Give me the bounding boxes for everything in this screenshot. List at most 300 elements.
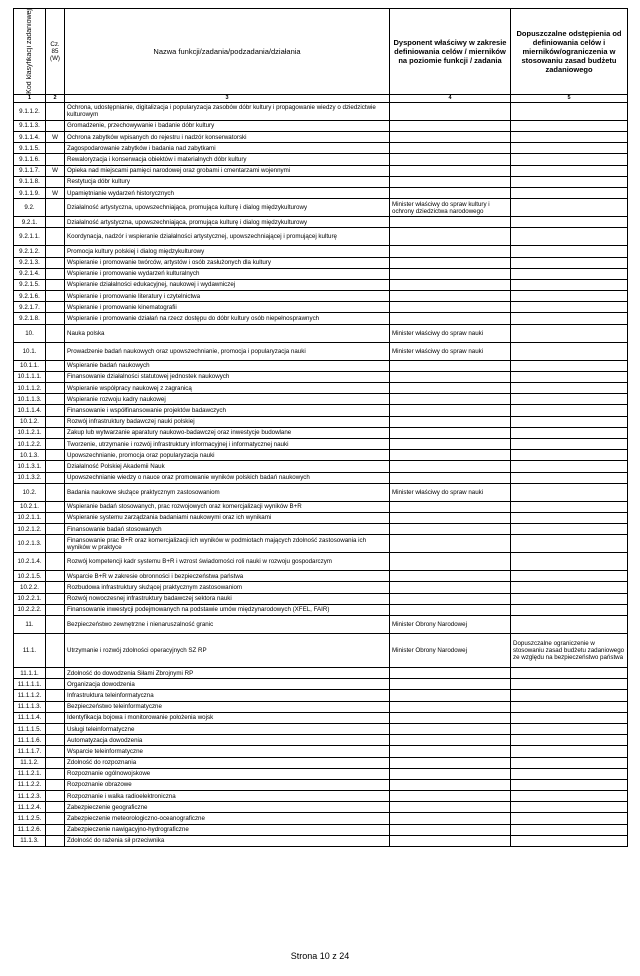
table-row xyxy=(14,571,628,582)
cell-dysponent xyxy=(390,394,511,405)
cell-dysponent xyxy=(390,438,511,449)
cell-name: Identyfikacja bojowa i monitorowanie położenia wojsk xyxy=(65,712,390,723)
column-number: 5 xyxy=(511,94,628,102)
cell-part xyxy=(46,701,65,712)
cell-name: Organizacja dowodzenia xyxy=(65,679,390,690)
cell-name: Ochrona zabytków wpisanych do rejestru i nadzór konserwatorski xyxy=(65,132,390,143)
table-row xyxy=(14,165,628,176)
cell-dysponent xyxy=(390,217,511,228)
cell-code: 9.2.1.5. xyxy=(14,279,46,290)
cell-dysponent xyxy=(390,383,511,394)
cell-part xyxy=(46,217,65,228)
cell-name: Wspieranie i promowanie kinematografii xyxy=(65,302,390,313)
cell-code: 9.1.1.7. xyxy=(14,165,46,176)
cell-deviations xyxy=(511,835,628,846)
cell-name: Wspieranie systemu zarządzania badaniami naukowymi oraz ich wynikami xyxy=(65,512,390,523)
cell-deviations xyxy=(511,616,628,634)
cell-part xyxy=(46,342,65,360)
cell-deviations xyxy=(511,383,628,394)
cell-code: 11.1.1.2. xyxy=(14,690,46,701)
cell-name: Usługi teleinformatyczne xyxy=(65,723,390,734)
cell-code: 11. xyxy=(14,616,46,634)
cell-deviations xyxy=(511,313,628,324)
cell-code: 11.1.2.4. xyxy=(14,802,46,813)
cell-part xyxy=(46,553,65,571)
cell-name: Wspieranie badań naukowych xyxy=(65,360,390,371)
cell-dysponent xyxy=(390,268,511,279)
cell-part: W xyxy=(46,187,65,198)
table-row xyxy=(14,143,628,154)
cell-dysponent xyxy=(390,679,511,690)
table-row xyxy=(14,483,628,501)
cell-dysponent xyxy=(390,757,511,768)
cell-deviations xyxy=(511,604,628,615)
cell-code: 9.1.1.6. xyxy=(14,154,46,165)
cell-deviations xyxy=(511,394,628,405)
cell-name: Wspieranie i promowanie twórców, artystów i osób zasłużonych dla kultury xyxy=(65,257,390,268)
cell-dysponent xyxy=(390,535,511,553)
cell-name: Rozpoznanie ogólnowojskowe xyxy=(65,768,390,779)
cell-part xyxy=(46,593,65,604)
cell-deviations xyxy=(511,228,628,246)
cell-part xyxy=(46,324,65,342)
cell-name: Koordynacja, nadzór i wspieranie działalności artystycznej, upowszechniającej i promującej kulturę xyxy=(65,228,390,246)
cell-code: 10.1.2.1. xyxy=(14,427,46,438)
cell-deviations xyxy=(511,217,628,228)
table-row xyxy=(14,416,628,427)
cell-name: Zagospodarowanie zabytków i badania nad zabytkami xyxy=(65,143,390,154)
cell-name: Upowszechnianie wiedzy o nauce oraz promowanie wyników polskich badań naukowych xyxy=(65,472,390,483)
cell-name: Rozwój kompetencji kadr systemu B+R i wzrost świadomości roli nauki w rozwoju gospodarczym xyxy=(65,553,390,571)
cell-code: 10.1.2.2. xyxy=(14,438,46,449)
cell-dysponent xyxy=(390,461,511,472)
cell-code: 10.1.1. xyxy=(14,360,46,371)
cell-code: 11.1.2.5. xyxy=(14,813,46,824)
table-row xyxy=(14,701,628,712)
cell-part xyxy=(46,746,65,757)
cell-deviations xyxy=(511,746,628,757)
cell-part xyxy=(46,461,65,472)
cell-deviations xyxy=(511,571,628,582)
cell-dysponent: Minister właściwy do spraw nauki xyxy=(390,342,511,360)
cell-part xyxy=(46,313,65,324)
cell-code: 11.1.1.6. xyxy=(14,735,46,746)
cell-dysponent xyxy=(390,102,511,120)
table-row xyxy=(14,524,628,535)
cell-dysponent xyxy=(390,165,511,176)
cell-part xyxy=(46,791,65,802)
cell-code: 11.1.1. xyxy=(14,668,46,679)
cell-part xyxy=(46,246,65,257)
cell-deviations xyxy=(511,302,628,313)
cell-name: Finansowanie i współfinansowanie projektów badawczych xyxy=(65,405,390,416)
cell-code: 9.1.1.3. xyxy=(14,120,46,131)
table-row xyxy=(14,679,628,690)
cell-deviations xyxy=(511,802,628,813)
cell-code: 11.1.1.5. xyxy=(14,723,46,734)
cell-code: 10.2.1.3. xyxy=(14,535,46,553)
table-row xyxy=(14,593,628,604)
cell-part xyxy=(46,524,65,535)
cell-deviations xyxy=(511,690,628,701)
cell-part xyxy=(46,228,65,246)
cell-part xyxy=(46,802,65,813)
cell-name: Zabezpieczenie nawigacyjno-hydrograficzne xyxy=(65,824,390,835)
cell-part: W xyxy=(46,165,65,176)
cell-part xyxy=(46,257,65,268)
cell-part xyxy=(46,291,65,302)
cell-name: Ochrona, udostępnianie, digitalizacja i popularyzacja zasobów dóbr kultury i propagowanie wiedzy o dziedzictwie kulturowym xyxy=(65,102,390,120)
cell-part xyxy=(46,571,65,582)
table-row xyxy=(14,132,628,143)
cell-deviations xyxy=(511,154,628,165)
table-row xyxy=(14,512,628,523)
cell-dysponent xyxy=(390,132,511,143)
cell-deviations xyxy=(511,102,628,120)
table-row xyxy=(14,257,628,268)
table-row xyxy=(14,768,628,779)
table-row xyxy=(14,324,628,342)
cell-deviations xyxy=(511,668,628,679)
cell-deviations xyxy=(511,582,628,593)
cell-code: 10.1.1.1. xyxy=(14,371,46,382)
table-row xyxy=(14,582,628,593)
cell-dysponent xyxy=(390,450,511,461)
table-row xyxy=(14,824,628,835)
cell-dysponent: Minister Obrony Narodowej xyxy=(390,634,511,668)
table-row xyxy=(14,535,628,553)
cell-dysponent xyxy=(390,313,511,324)
cell-dysponent xyxy=(390,154,511,165)
cell-part xyxy=(46,268,65,279)
cell-code: 9.1.1.9. xyxy=(14,187,46,198)
cell-deviations xyxy=(511,461,628,472)
cell-deviations xyxy=(511,279,628,290)
cell-part xyxy=(46,450,65,461)
cell-code: 10.2.2. xyxy=(14,582,46,593)
cell-code: 10.1.1.2. xyxy=(14,383,46,394)
cell-dysponent xyxy=(390,512,511,523)
cell-code: 9.2. xyxy=(14,199,46,217)
cell-code: 10.1. xyxy=(14,342,46,360)
cell-name: Prowadzenie badań naukowych oraz upowszechnianie, promocja i popularyzacja nauki xyxy=(65,342,390,360)
cell-deviations xyxy=(511,813,628,824)
table-row xyxy=(14,342,628,360)
cell-code: 11.1.2.3. xyxy=(14,791,46,802)
cell-deviations xyxy=(511,416,628,427)
table-row xyxy=(14,394,628,405)
cell-deviations xyxy=(511,371,628,382)
cell-code: 11.1.1.4. xyxy=(14,712,46,723)
cell-part xyxy=(46,668,65,679)
cell-dysponent xyxy=(390,257,511,268)
cell-name: Wsparcie teleinformatyczne xyxy=(65,746,390,757)
cell-code: 10.2.2.1. xyxy=(14,593,46,604)
cell-code: 9.2.1.7. xyxy=(14,302,46,313)
cell-name: Rozwój infrastruktury badawczej nauki polskiej xyxy=(65,416,390,427)
cell-name: Wsparcie B+R w zakresie obronności i bezpieczeństwa państwa xyxy=(65,571,390,582)
table-body xyxy=(14,102,628,846)
table-row xyxy=(14,616,628,634)
header-name: Nazwa funkcji/zadania/podzadania/działania xyxy=(65,9,390,95)
cell-part xyxy=(46,824,65,835)
cell-code: 10.2.1.4. xyxy=(14,553,46,571)
cell-name: Rozpoznanie i walka radioelektroniczna xyxy=(65,791,390,802)
cell-part xyxy=(46,779,65,790)
cell-deviations xyxy=(511,824,628,835)
cell-code: 9.2.1.6. xyxy=(14,291,46,302)
cell-dysponent xyxy=(390,712,511,723)
cell-code: 10.2.2.2. xyxy=(14,604,46,615)
table-row xyxy=(14,405,628,416)
cell-dysponent: Minister właściwy do spraw nauki xyxy=(390,483,511,501)
cell-name: Zakup lub wytwarzanie aparatury naukowo-badawczej oraz inwestycje budowlane xyxy=(65,427,390,438)
table-row xyxy=(14,668,628,679)
cell-code: 10.1.3.2. xyxy=(14,472,46,483)
cell-code: 10.1.3.1. xyxy=(14,461,46,472)
cell-part: W xyxy=(46,132,65,143)
table-row xyxy=(14,461,628,472)
cell-code: 10. xyxy=(14,324,46,342)
table-row xyxy=(14,217,628,228)
cell-part xyxy=(46,679,65,690)
cell-name: Działalność artystyczna, upowszechniająca, promująca kulturę i dialog międzykulturowy xyxy=(65,217,390,228)
cell-name: Zabezpieczenie geograficzne xyxy=(65,802,390,813)
cell-deviations xyxy=(511,735,628,746)
cell-part xyxy=(46,176,65,187)
cell-deviations xyxy=(511,701,628,712)
cell-name: Zdolność do rażenia sił przeciwnika xyxy=(65,835,390,846)
cell-part xyxy=(46,712,65,723)
cell-code: 9.2.1.2. xyxy=(14,246,46,257)
cell-deviations xyxy=(511,120,628,131)
cell-code: 10.1.2. xyxy=(14,416,46,427)
cell-deviations xyxy=(511,779,628,790)
cell-dysponent xyxy=(390,553,511,571)
cell-name: Opieka nad miejscami pamięci narodowej oraz grobami i cmentarzami wojennymi xyxy=(65,165,390,176)
header-deviations: Dopuszczalne odstępienia od definiowania celów i mierników/ograniczenia w stosowaniu zasad budżetu zadaniowego xyxy=(511,9,628,95)
cell-name: Upowszechnianie, promocja oraz popularyzacja nauki xyxy=(65,450,390,461)
cell-dysponent xyxy=(390,291,511,302)
cell-dysponent xyxy=(390,604,511,615)
table-row xyxy=(14,228,628,246)
table-row xyxy=(14,802,628,813)
cell-code: 10.2.1.2. xyxy=(14,524,46,535)
cell-name: Zabezpieczenie meteorologiczno-oceanograficzne xyxy=(65,813,390,824)
table-row xyxy=(14,604,628,615)
cell-deviations xyxy=(511,723,628,734)
cell-dysponent xyxy=(390,835,511,846)
cell-deviations xyxy=(511,679,628,690)
cell-part xyxy=(46,102,65,120)
cell-deviations xyxy=(511,768,628,779)
cell-part xyxy=(46,154,65,165)
cell-code: 10.2. xyxy=(14,483,46,501)
table-row xyxy=(14,501,628,512)
cell-part xyxy=(46,835,65,846)
cell-dysponent xyxy=(390,143,511,154)
cell-deviations xyxy=(511,324,628,342)
cell-deviations xyxy=(511,176,628,187)
cell-dysponent xyxy=(390,472,511,483)
cell-dysponent xyxy=(390,593,511,604)
cell-dysponent xyxy=(390,791,511,802)
cell-part xyxy=(46,690,65,701)
table-row xyxy=(14,291,628,302)
table-row xyxy=(14,246,628,257)
table-row xyxy=(14,154,628,165)
cell-part xyxy=(46,634,65,668)
cell-dysponent xyxy=(390,802,511,813)
table-row xyxy=(14,383,628,394)
table-row xyxy=(14,279,628,290)
cell-name: Utrzymanie i rozwój zdolności operacyjnych SZ RP xyxy=(65,634,390,668)
cell-deviations xyxy=(511,291,628,302)
cell-deviations xyxy=(511,199,628,217)
cell-code: 11.1.2.2. xyxy=(14,779,46,790)
column-number: 1 xyxy=(14,94,46,102)
cell-code: 10.1.1.3. xyxy=(14,394,46,405)
cell-part xyxy=(46,723,65,734)
table-row xyxy=(14,723,628,734)
cell-deviations xyxy=(511,427,628,438)
cell-dysponent xyxy=(390,120,511,131)
column-number: 2 xyxy=(46,94,65,102)
table-row xyxy=(14,302,628,313)
cell-dysponent: Minister Obrony Narodowej xyxy=(390,616,511,634)
cell-name: Wspieranie i promowanie literatury i czytelnictwa xyxy=(65,291,390,302)
column-number: 3 xyxy=(65,94,390,102)
table-row xyxy=(14,120,628,131)
cell-deviations xyxy=(511,757,628,768)
cell-deviations xyxy=(511,246,628,257)
cell-deviations xyxy=(511,501,628,512)
cell-code: 9.1.1.2. xyxy=(14,102,46,120)
cell-code: 10.2.1.1. xyxy=(14,512,46,523)
cell-name: Działalność Polskiej Akademii Nauk xyxy=(65,461,390,472)
cell-name: Wspieranie rozwoju kadry naukowej xyxy=(65,394,390,405)
cell-deviations xyxy=(511,165,628,176)
cell-name: Finansowanie inwestycji podejmowanych na podstawie umów międzynarodowych (XFEL, FAIR) xyxy=(65,604,390,615)
cell-name: Wspieranie badań stosowanych, prac rozwojowych oraz komercjalizacji wyników B+R xyxy=(65,501,390,512)
cell-name: Zdolność do rozpoznania xyxy=(65,757,390,768)
cell-dysponent xyxy=(390,690,511,701)
cell-dysponent: Minister właściwy do spraw kultury i ochrony dziedzictwa narodowego xyxy=(390,199,511,217)
cell-code: 9.1.1.5. xyxy=(14,143,46,154)
cell-name: Bezpieczeństwo teleinformatyczne xyxy=(65,701,390,712)
cell-dysponent xyxy=(390,246,511,257)
cell-name: Wspieranie i promowanie działań na rzecz dostępu do dóbr kultury osób niepełnosprawnych xyxy=(65,313,390,324)
cell-deviations xyxy=(511,553,628,571)
cell-name: Promocja kultury polskiej i dialog międzykulturowy xyxy=(65,246,390,257)
cell-name: Finansowanie badań stosowanych xyxy=(65,524,390,535)
cell-part xyxy=(46,143,65,154)
cell-part xyxy=(46,472,65,483)
cell-name: Finansowanie działalności statutowej jednostek naukowych xyxy=(65,371,390,382)
cell-dysponent xyxy=(390,228,511,246)
table-row xyxy=(14,553,628,571)
cell-code: 11.1.1.3. xyxy=(14,701,46,712)
cell-part xyxy=(46,768,65,779)
cell-part xyxy=(46,302,65,313)
cell-dysponent xyxy=(390,723,511,734)
cell-deviations xyxy=(511,450,628,461)
cell-dysponent xyxy=(390,405,511,416)
cell-name: Automatyzacja dowodzenia xyxy=(65,735,390,746)
table-row xyxy=(14,757,628,768)
cell-part xyxy=(46,757,65,768)
cell-dysponent xyxy=(390,746,511,757)
cell-name: Nauka polska xyxy=(65,324,390,342)
cell-deviations xyxy=(511,512,628,523)
cell-name: Finansowanie prac B+R oraz komercjalizacji ich wyników w podmiotach mających zdolność zastosowania ich wyników w praktyce xyxy=(65,535,390,553)
cell-deviations xyxy=(511,187,628,198)
table-row xyxy=(14,634,628,668)
cell-deviations xyxy=(511,524,628,535)
cell-code: 9.2.1.3. xyxy=(14,257,46,268)
table-row xyxy=(14,176,628,187)
cell-part xyxy=(46,199,65,217)
cell-deviations xyxy=(511,472,628,483)
cell-name: Upamiętnianie wydarzeń historycznych xyxy=(65,187,390,198)
cell-deviations xyxy=(511,143,628,154)
cell-part xyxy=(46,535,65,553)
cell-deviations xyxy=(511,593,628,604)
table-row xyxy=(14,690,628,701)
cell-code: 9.2.1. xyxy=(14,217,46,228)
cell-part xyxy=(46,512,65,523)
cell-part xyxy=(46,405,65,416)
cell-name: Rozwój nowoczesnej infrastruktury badawczej sektora nauki xyxy=(65,593,390,604)
cell-part xyxy=(46,120,65,131)
cell-name: Rozbudowa infrastruktury służącej praktycznym zastosowaniom xyxy=(65,582,390,593)
cell-deviations xyxy=(511,535,628,553)
cell-code: 9.2.1.8. xyxy=(14,313,46,324)
cell-dysponent xyxy=(390,701,511,712)
table-row xyxy=(14,199,628,217)
table-row xyxy=(14,371,628,382)
cell-dysponent xyxy=(390,779,511,790)
cell-name: Gromadzenie, przechowywanie i badanie dóbr kultury xyxy=(65,120,390,131)
cell-dysponent xyxy=(390,668,511,679)
cell-deviations xyxy=(511,360,628,371)
cell-code: 11.1.1.1. xyxy=(14,679,46,690)
header-part: Cz. 85 (W) xyxy=(46,9,65,95)
cell-name: Bezpieczeństwo zewnętrzne i nienaruszalność granic xyxy=(65,616,390,634)
cell-dysponent xyxy=(390,371,511,382)
cell-code: 10.2.1. xyxy=(14,501,46,512)
cell-code: 9.1.1.4. xyxy=(14,132,46,143)
cell-dysponent xyxy=(390,735,511,746)
table-row xyxy=(14,735,628,746)
cell-code: 11.1.2.6. xyxy=(14,824,46,835)
cell-dysponent xyxy=(390,571,511,582)
table-row xyxy=(14,472,628,483)
cell-code: 10.1.1.4. xyxy=(14,405,46,416)
header-code: Kod klasyfikacji zadaniowej xyxy=(14,9,46,95)
cell-dysponent xyxy=(390,360,511,371)
cell-deviations xyxy=(511,257,628,268)
cell-name: Restytucja dóbr kultury xyxy=(65,176,390,187)
cell-name: Tworzenie, utrzymanie i rozwój infrastruktury informacyjnej i informatycznej nauki xyxy=(65,438,390,449)
table-row xyxy=(14,187,628,198)
table-row xyxy=(14,746,628,757)
cell-part xyxy=(46,371,65,382)
table-row xyxy=(14,313,628,324)
table-row xyxy=(14,438,628,449)
table-row xyxy=(14,427,628,438)
column-number: 4 xyxy=(390,94,511,102)
